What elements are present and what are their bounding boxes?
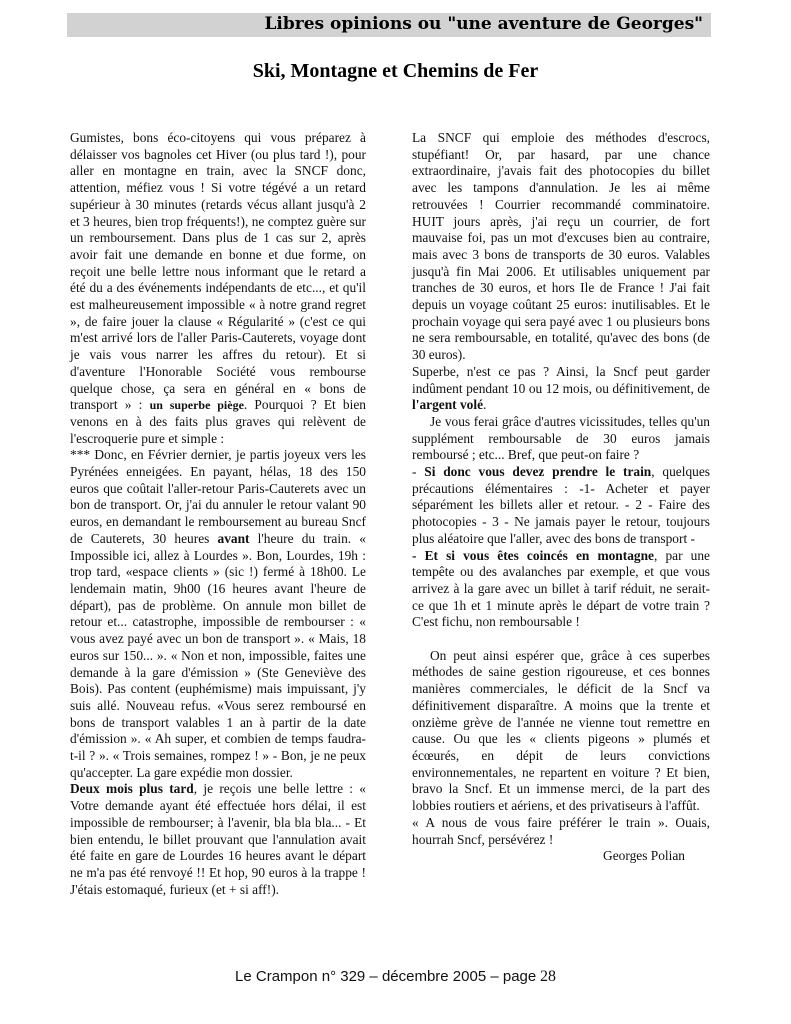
right-paragraph-6: « A nous de vous faire préférer le train ». Ouais, hourrah Sncf, persévérez !: [412, 814, 710, 847]
right-paragraph-2: [412, 364, 710, 414]
footer-text: Le Crampon n° 329 – décembre 2005 – page: [235, 968, 537, 985]
left-p2-text: *** Donc, en Février dernier, je partis joyeux vers les Pyrénées enneigées. En payant, hélas, 18 des 150 euros que coûtait l'aller-retour Paris-Cauterets avec un bon de transport. Or, j'ai du annuler le retour valant 90 euros, en demandant le remboursement au bureau Sncf de Cauterets, 30 heures: [70, 447, 366, 546]
left-p1-tail: . Pourquoi ? Et bien venons en à des faits plus graves qui relèvent de l'escroquerie pure et simple :: [70, 397, 366, 446]
left-paragraph-2: [70, 447, 366, 898]
right-p4-tail: , par une tempête ou des avalanches par exemple, et que vous arrivez à la gare avec un billet à tarif réduit, ne serait-ce que 1h et 1 minute après le départ de votre train ? C'est fichu, non remboursable !: [412, 547, 710, 630]
right-p2-tail: .: [483, 397, 487, 413]
header-band: [67, 13, 711, 37]
left-p1-text: Gumistes, bons éco-citoyens qui vous préparez à délaisser vos bagnoles cet Hiver (ou plus tard !), pour aller en montagne en train, avec la SNCF donc, attention, méfiez vous ! Si votre tégévé a un retard supérieur à 30 minutes (retards vécus allant jusqu'à 2 et 3 heures, bien trop fréquents!), ne comptez guère sur un remboursement. Dans plus de 1 cas sur 2, après avoir fait une demande en bonne et due forme, on reçoit une belle lettre nous informant que le retard a été du a des événements indépendants de etc..., et qu'il est malheureusement impossible « à notre grand regret », de faire jouer la clause « Régularité » (c'est ce qui m'est arrivé lors de l'aller Paris-Cauterets, voyage dont je vais vous narrer les affres du retour). Et si d'aventure l'Honorable Société vous rembourse quelque chose, ça sera en général en « bons de transport » :: [70, 130, 366, 413]
article-column-right: [412, 130, 710, 865]
paragraph-spacer: [412, 631, 710, 648]
left-p2-tail: , je reçois une belle lettre : « Votre demande ayant été effectuée hors délai, il est impossible de rembourser; à l'avenir, bla bla bla... - Et bien entendu, le billet prouvant que l'annulation avait été faite en gare de Lourdes 16 heures avant le départ ne m'a pas été renvoyé !! Et hop, 90 euros à la trappe ! J'étais estomaqué, furieux (et + si aff!).: [70, 781, 367, 897]
right-paragraph-5: On peut ainsi espérer que, grâce à ces superbes méthodes de saine gestion rigoureuse, et ces bonnes manières commerciales, le déficit de la Sncf va définitivement disparaître. A moins que la trente et onzième grève de l'année ne vienne tout remettre en cause. Ou que les « clients pigeons » plumés et écœurés, en dépit de leurs convictions environnementales, ne repartent en voiture ? Et bien, bravo la Sncf. Et un immense merci, de la part des lobbies routiers et aériens, et des privatiseurs à l'affût.: [412, 647, 710, 814]
left-p2-bold-delay: Deux mois plus tard: [70, 781, 194, 797]
left-p2-bold-avant: avant: [217, 530, 250, 546]
right-paragraph-3: Je vous ferai grâce d'autres vicissitudes, telles qu'un supplément remboursable de 30 euros jamais remboursé ; etc... Bref, que peut-on faire ?: [412, 413, 710, 463]
footer-page-number: 28: [539, 968, 556, 985]
article-title: Ski, Montagne et Chemins de Fer: [252, 60, 539, 82]
author-signature: Georges Polian: [603, 848, 685, 864]
right-paragraph-1: La SNCF qui emploie des méthodes d'escrocs, stupéfiant! Or, par hasard, par une chance extraordinaire, j'avais fait des photocopies du billet avec les tampons d'annulation. Je les ai même retrouvées ! Courrier recommandé comminatoire. HUIT jours après, j'ai reçu un courrier, de fort mauvaise foi, pas un mot d'excuses bien au contraire, mais avec 3 bons de transports de 30 euros. Valables jusqu'à fin Mai 2006. Et utilisables uniquement par tranches de 30 euros, et hors Ile de France ! J'ai fait depuis un voyage coûtant 25 euros: inutilisables. Et le prochain voyage qui sera payé avec 1 ou plusieurs bons ne sera remboursable, en totalité, qu'avec des bons (de 30 euros).: [412, 130, 710, 363]
right-p2-text: Superbe, n'est ce pas ? Ainsi, la Sncf peut garder indûment pendant 10 ou 12 mois, ou définitivement, de: [412, 363, 710, 396]
page-footer: [0, 968, 791, 986]
article-column-left: [70, 130, 366, 898]
left-p1-bold: un superbe piège: [149, 398, 244, 413]
right-p4-bold-2: - Et si vous êtes coincés en montagne: [412, 547, 654, 563]
left-paragraph-1: [70, 130, 366, 447]
right-p4-text: , quelques précautions élémentaires : -1- Acheter et payer séparément les billets aller et retour. - 2 - Faire des photocopies - 3 - Ne jamais payer le retour, toujours plus aléatoire que l'aller, avec des bons de transport -: [412, 464, 710, 546]
right-p2-bold: l'argent volé: [412, 397, 484, 413]
section-header: Libres opinions ou "une aventure de Georges": [264, 14, 703, 34]
right-p4-bold-1: Si donc vous devez prendre le train: [424, 464, 652, 480]
left-p2-middle: l'heure du train. « Impossible ici, allez à Lourdes ». Bon, Lourdes, 19h : trop tard, «espace clients » (sic !) fermé à 18h00. Le lendemain matin, 9h00 (16 heures avant l'heure de départ), pas de problème. On annule mon billet de retour et... catastrophe, impossible de rembourser : « vous avez payé avec un bon de transport ». « Mais, 18 euros sur 150... ». « Non et non, impossible, faites une demande à la gare d'émission » (Ste Geneviève des Bois). Pas content (euphémisme) mais impuissant, j'y suis allé. Nouveau refus. «Vous serez remboursé en bons de transport valables 1 an à partir de la date d'émission ». « Ah super, et combien de temps faudra-t-il ? ». « Trois semaines, rompez ! » - Bon, je ne peux qu'accepter. La gare expédie mon dossier.: [70, 530, 366, 780]
right-p4-dash: -: [412, 464, 417, 480]
right-paragraph-4: [412, 464, 710, 631]
